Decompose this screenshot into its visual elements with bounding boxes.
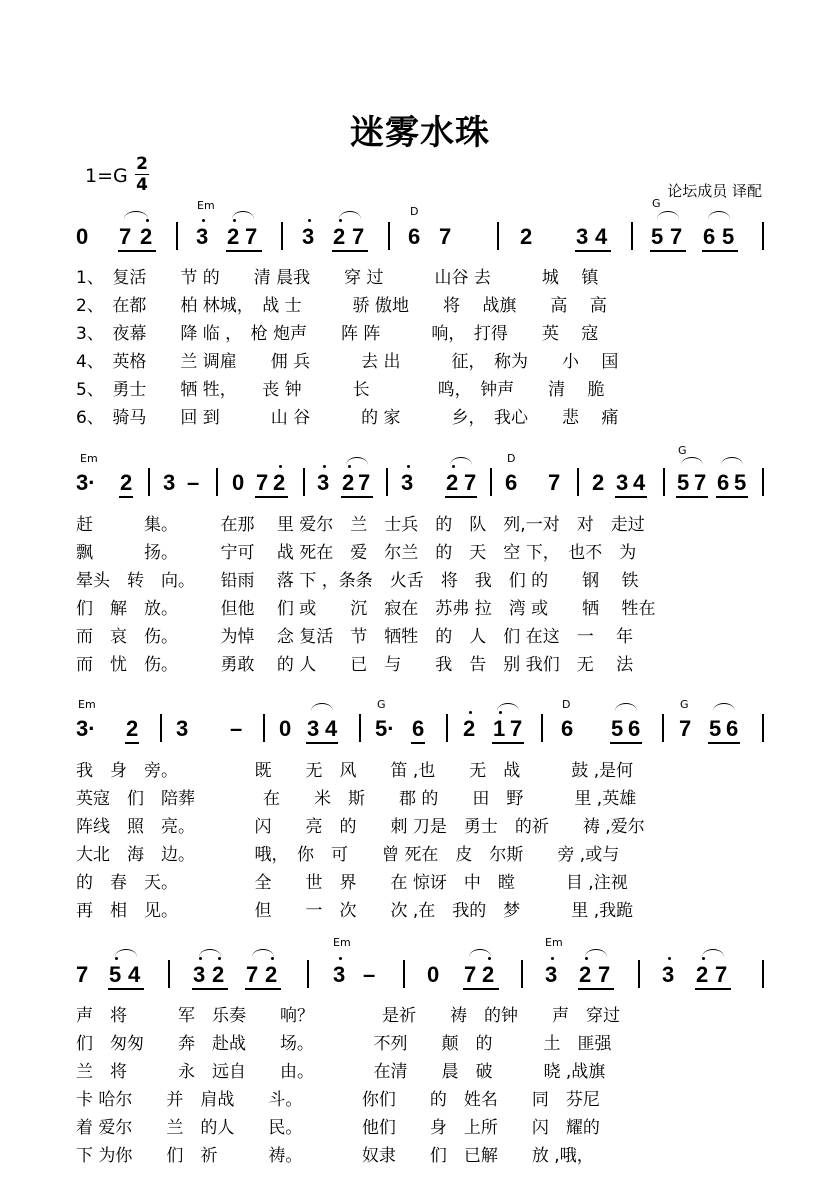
note: 5 — [109, 962, 122, 987]
note: 3 — [163, 470, 176, 495]
note: – — [187, 470, 200, 495]
note: 7 — [464, 962, 477, 987]
note: 2 — [463, 716, 476, 741]
lyric-line: 而 哀 伤。 为悼 念 复活 节 牺牲 的 人 们 在这 一 年 — [76, 627, 634, 647]
note: 2 — [333, 224, 346, 249]
bar-line — [631, 222, 633, 250]
note: 7 — [548, 470, 561, 495]
note: 7 — [670, 224, 683, 249]
bar-line — [762, 468, 764, 496]
note: 2 — [273, 470, 286, 495]
bar-line — [638, 960, 640, 988]
bar-line — [663, 468, 665, 496]
lyric-line: 而 忧 伤。 勇敢 的 人 已 与 我 告 别 我们 无 法 — [76, 655, 634, 675]
note: 2 — [120, 470, 133, 495]
lyric-line: 6、 骑马 回 到 山 谷 的 家 乡， 我心 悲 痛 — [76, 408, 619, 428]
chord-symbol: D — [507, 452, 516, 465]
note: 3 — [176, 716, 189, 741]
bar-line — [303, 468, 305, 496]
lyric-line: 声 将 军 乐奏 响？ 是祈 祷 的钟 声 穿过 — [76, 1006, 620, 1026]
song-title: 迷雾水珠 — [350, 113, 490, 153]
lyric-line: 大北 海 边。 哦， 你 可 曾 死在 皮 尔斯 旁 ,或与 — [76, 845, 620, 865]
note: 5 — [677, 470, 690, 495]
bar-line — [148, 468, 150, 496]
bar-line — [521, 960, 523, 988]
lyric-line: 的 春 天。 全 世 界 在 惊讶 中 瞠 目 ,注视 — [76, 873, 628, 893]
time-signature — [135, 154, 149, 195]
bar-line — [403, 960, 405, 988]
note: 7 — [246, 962, 259, 987]
note: 4 — [325, 716, 338, 741]
note: 7 — [679, 716, 692, 741]
lyric-line: 2、 在都 柏 林城， 战 士 骄 傲地 将 战旗 高 高 — [76, 296, 607, 316]
bar-line — [216, 468, 218, 496]
note: 2 — [140, 224, 153, 249]
note: 0 — [279, 716, 292, 741]
note: 0 — [232, 470, 245, 495]
note: – — [363, 962, 376, 987]
note: 1 — [493, 716, 506, 741]
note: 6 — [717, 470, 730, 495]
note: 5 — [651, 224, 664, 249]
note: 4 — [633, 470, 646, 495]
lyric-line: 3、 夜幕 降 临 ， 枪 炮声 阵 阵 响， 打得 英 寇 — [76, 324, 599, 344]
note: 6 — [505, 470, 518, 495]
key-signature: 1=G — [85, 165, 128, 187]
note: 6 — [628, 716, 641, 741]
note: 6 — [412, 716, 425, 741]
note: 0 — [76, 224, 89, 249]
note: 7 — [256, 470, 269, 495]
note: 5 — [709, 716, 722, 741]
chord-symbol: G — [680, 698, 689, 711]
note: 7 — [510, 716, 523, 741]
note: 2 — [482, 962, 495, 987]
note: 7 — [715, 962, 728, 987]
lyric-line: 阵线 照 亮。 闪 亮 的 刺 刀是 勇士 的祈 祷 ,爱尔 — [76, 817, 645, 837]
note: 2 — [696, 962, 709, 987]
note: 6 — [726, 716, 739, 741]
note: 2 — [446, 470, 459, 495]
note: 3 — [302, 224, 315, 249]
bar-line — [281, 222, 283, 250]
note: 7 — [352, 224, 365, 249]
note: 5 — [611, 716, 624, 741]
note: 3 — [545, 962, 558, 987]
bar-line — [160, 714, 162, 742]
note: 5· — [375, 716, 395, 741]
bar-line — [577, 468, 579, 496]
lyric-line: 们 解 放。 但他 们 或 沉 寂在 苏弗 拉 湾 或 牺 牲在 — [76, 599, 656, 619]
note: 7 — [439, 224, 452, 249]
chord-symbol: Em — [333, 936, 351, 949]
note: 6 — [703, 224, 716, 249]
lyric-line: 5、 勇士 牺 牲， 丧 钟 长 鸣， 钟声 清 脆 — [76, 380, 605, 400]
note: 3 — [307, 716, 320, 741]
note: 7 — [694, 470, 707, 495]
note: 7 — [76, 962, 89, 987]
chord-symbol: G — [377, 698, 386, 711]
note: 7 — [119, 224, 132, 249]
note: 3 — [333, 962, 346, 987]
bar-line — [388, 222, 390, 250]
note: 6 — [408, 224, 421, 249]
lyric-line: 兰 将 永 远自 由。 在清 晨 破 晓 ,战旗 — [76, 1062, 606, 1082]
note: 5 — [722, 224, 735, 249]
note: – — [230, 716, 243, 741]
bar-line — [176, 222, 178, 250]
bar-line — [762, 714, 764, 742]
lyric-line: 着 爱尔 兰 的人 民。 他们 身 上所 闪 耀的 — [76, 1118, 600, 1138]
note: 4 — [128, 962, 141, 987]
note: 7 — [245, 224, 258, 249]
note: 3 — [662, 962, 675, 987]
lyric-line: 晕头 转 向。 铅雨 落 下 ，条条 火舌 将 我 们 的 钢 铁 — [76, 571, 639, 591]
note: 7 — [464, 470, 477, 495]
lyric-line: 卡 哈尔 并 肩战 斗。 你们 的 姓名 同 芬尼 — [76, 1090, 600, 1110]
lyric-line: 下 为你 们 祈 祷。 奴隶 们 已解 放 ,哦， — [76, 1146, 594, 1166]
bar-line — [263, 714, 265, 742]
note: 2 — [227, 224, 240, 249]
lyric-line: 们 匆匆 奔 赴战 场。 不列 颠 的 土 匪强 — [76, 1034, 612, 1054]
note: 3· — [76, 716, 96, 741]
note: 5 — [734, 470, 747, 495]
note: 6 — [561, 716, 574, 741]
bar-line — [168, 960, 170, 988]
note: 3 — [317, 470, 330, 495]
note: 3 — [576, 224, 589, 249]
bar-line — [490, 468, 492, 496]
bar-line — [386, 468, 388, 496]
arranger-credit: 论坛成员 译配 — [667, 182, 762, 200]
note: 2 — [342, 470, 355, 495]
note: 0 — [427, 962, 440, 987]
lyric-line: 1、 复活 节 的 清 晨我 穿 过 山谷 去 城 镇 — [76, 268, 599, 288]
chord-symbol: Em — [545, 936, 563, 949]
chord-symbol: Em — [80, 452, 98, 465]
lyric-line: 4、 英格 兰 调雇 佣 兵 去 出 征， 称为 小 国 — [76, 352, 619, 372]
note: 3· — [76, 470, 96, 495]
bar-line — [762, 960, 764, 988]
bar-line — [541, 714, 543, 742]
lyric-line: 英寇 们 陪葬 在 米 斯 郡 的 田 野 里 ,英雄 — [76, 789, 637, 809]
note: 7 — [598, 962, 611, 987]
chord-symbol: G — [678, 444, 687, 457]
lyric-line: 再 相 见。 但 一 次 次 ,在 我的 梦 里 ,我跪 — [76, 901, 634, 921]
bar-line — [497, 222, 499, 250]
chord-symbol: D — [410, 205, 419, 218]
time-denominator: 4 — [136, 175, 148, 195]
bar-line — [359, 714, 361, 742]
note: 3 — [616, 470, 629, 495]
note: 7 — [358, 470, 371, 495]
note: 2 — [212, 962, 225, 987]
note: 2 — [126, 716, 139, 741]
note: 3 — [193, 962, 206, 987]
bar-line — [307, 960, 309, 988]
note: 2 — [592, 470, 605, 495]
note: 2 — [265, 962, 278, 987]
bar-line — [762, 222, 764, 250]
note: 3 — [401, 470, 414, 495]
lyric-line: 赶 集。 在那 里 爱尔 兰 士兵 的 队 列,一对 对 走过 — [76, 515, 645, 535]
bar-line — [662, 714, 664, 742]
lyric-line: 我 身 旁。 既 无 风 笛 ,也 无 战 鼓 ,是何 — [76, 761, 634, 781]
chord-symbol: Em — [78, 698, 96, 711]
chord-symbol: G — [652, 197, 661, 210]
chord-symbol: Em — [197, 199, 215, 212]
chord-symbol: D — [562, 698, 571, 711]
note: 2 — [579, 962, 592, 987]
note: 2 — [520, 224, 533, 249]
note: 4 — [595, 224, 608, 249]
time-numerator: 2 — [136, 154, 148, 174]
bar-line — [446, 714, 448, 742]
lyric-line: 飘 扬。 宁可 战 死在 爱 尔兰 的 天 空 下， 也不 为 — [76, 543, 637, 563]
note: 3 — [196, 224, 209, 249]
